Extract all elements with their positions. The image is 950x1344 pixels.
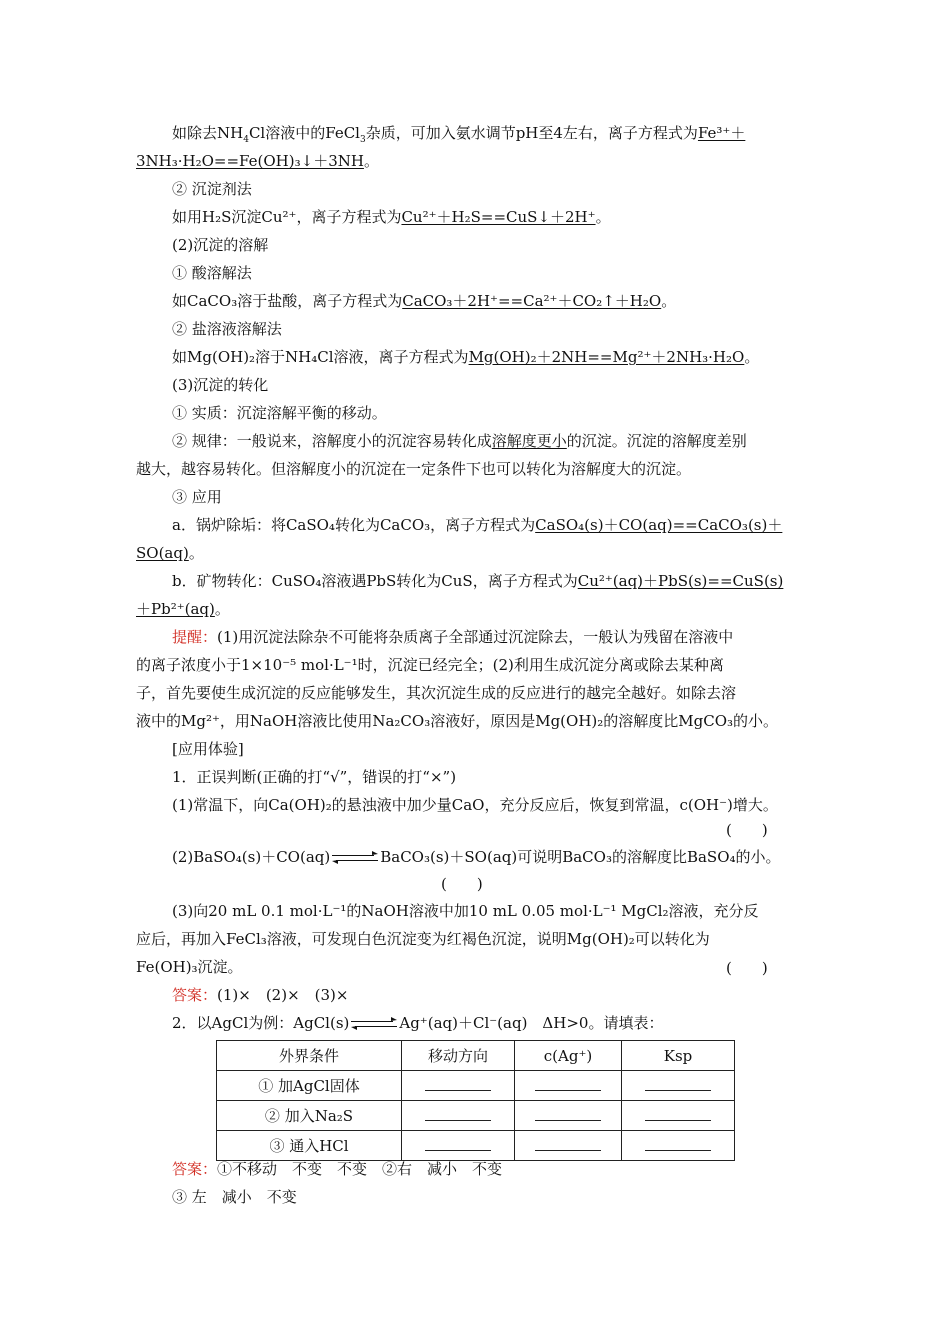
para-line: ＋Pb²⁺(aq)。 (136, 600, 230, 618)
blank-cell (515, 1101, 622, 1131)
text: 如除去NH (172, 124, 244, 142)
question: (3)向20 mL 0.1 mol·L⁻¹的NaOH溶液中加10 mL 0.05 mol·L⁻¹ MgCl₂溶液，充分反 (172, 902, 759, 920)
table-header: 移动方向 (402, 1041, 515, 1071)
subheading: ① 酸溶解法 (172, 264, 252, 282)
para-line: 如用H₂S沉淀Cu²⁺，离子方程式为Cu²⁺＋H₂S==CuS↓＋2H⁺。 (172, 208, 611, 226)
para-line: 的离子浓度小于1×10⁻⁵ mol·L⁻¹时，沉淀已经完全；(2)利用生成沉淀分离或除去某种离 (136, 656, 724, 674)
para-line: ① 实质：沉淀溶解平衡的移动。 (172, 404, 387, 422)
blank-cell (515, 1071, 622, 1101)
para-line: 越大，越容易转化。但溶解度小的沉淀在一定条件下也可以转化为溶解度大的沉淀。 (136, 460, 692, 478)
para-line: 如Mg(OH)₂溶于NH₄Cl溶液，离子方程式为Mg(OH)₂＋2NH==Mg²⁺＋2NH₃·H₂O。 (172, 348, 760, 366)
table-header: c(Ag⁺) (515, 1041, 622, 1071)
equation: Mg(OH)₂＋2NH==Mg²⁺＋2NH₃·H₂O (468, 348, 745, 366)
answer: 答案：①不移动 不变 不变 ②右 减小 不变 (172, 1160, 503, 1178)
equation: Cu²⁺＋H₂S==CuS↓＋2H⁺ (401, 208, 596, 226)
blank-cell (622, 1101, 735, 1131)
table-cell: ① 加AgCl固体 (217, 1071, 402, 1101)
blank-cell (402, 1101, 515, 1131)
blank-cell (402, 1131, 515, 1161)
answer-blank: ( ) (441, 875, 483, 893)
question: (2)BaSO₄(s)＋CO(aq) BaCO₃(s)＋SO(aq)可说明BaCO₃的溶解度比BaSO₄的小。 (172, 848, 781, 866)
para-line: Fe(OH)₃沉淀。 (136, 958, 243, 976)
para-line: 提醒：(1)用沉淀法除杂不可能将杂质离子全部通过沉淀除去，一般认为残留在溶液中 (172, 628, 734, 646)
answer-blank: ( ) (726, 959, 768, 977)
blank-cell (515, 1131, 622, 1161)
equilibrium-arrow-icon (332, 852, 378, 864)
equilibrium-arrow-icon (351, 1018, 397, 1030)
para-line: b．矿物转化：CuSO₄溶液遇PbS转化为CuS，离子方程式为Cu²⁺(aq)＋PbS(s)==CuS(s) (172, 572, 784, 590)
question: 1．正误判断(正确的打“√”，错误的打“×”) (172, 768, 457, 786)
answer-label: 答案： (172, 986, 218, 1004)
para-line: 子，首先要使生成沉淀的反应能够发生，其次沉淀生成的反应进行的越完全越好。如除去溶 (136, 684, 737, 702)
answer-blank: ( ) (726, 821, 768, 839)
equation: SO(aq) (136, 544, 189, 562)
para-line: 如CaCO₃溶于盐酸，离子方程式为CaCO₃＋2H⁺==Ca²⁺＋CO₂↑＋H₂O。 (172, 292, 677, 310)
answer: ③ 左 减小 不变 (172, 1188, 297, 1206)
para-line: 应后，再加入FeCl₃溶液，可发现白色沉淀变为红褐色沉淀，说明Mg(OH)₂可以转化为 (136, 930, 710, 948)
para-line: 液中的Mg²⁺，用NaOH溶液比使用Na₂CO₃溶液好，原因是Mg(OH)₂的溶解度比MgCO₃的小。 (136, 712, 779, 730)
table-header: Ksp (622, 1041, 735, 1071)
para-line: 如除去$NH_4Cl$溶液中的FeCl$_3$杂质，可加入氨水调节pH至4左右，离子方程式为Fe³⁺＋ (172, 124, 746, 145)
answer-label: 答案： (172, 1160, 218, 1178)
reminder-label: 提醒： (172, 628, 218, 646)
para-line: 3NH₃·H₂O==Fe(OH)₃↓＋3NH。 (136, 152, 379, 170)
answer: 答案：(1)× (2)× (3)× (172, 986, 349, 1004)
subheading: ② 盐溶液溶解法 (172, 320, 282, 338)
equation: Fe³⁺＋ (697, 124, 746, 142)
table-row (217, 1101, 735, 1131)
table-cell: ② 加入Na₂S (217, 1101, 402, 1131)
equation: CaSO₄(s)＋CO(aq)==CaCO₃(s)＋ (535, 516, 783, 534)
blank-cell (622, 1071, 735, 1101)
equation: 3NH₃·H₂O==Fe(OH)₃↓＋3NH (136, 152, 364, 170)
question: 2．以AgCl为例：AgCl(s) Ag⁺(aq)＋Cl⁻(aq) ΔH>0。请填表： (172, 1014, 664, 1032)
para-line: a．锅炉除垢：将CaSO₄转化为CaCO₃，离子方程式为CaSO₄(s)＋CO(aq)==CaCO₃(s)＋ (172, 516, 783, 534)
table-row (217, 1131, 735, 1161)
subheading: ② 沉淀剂法 (172, 180, 252, 198)
section-heading: (2)沉淀的溶解 (172, 236, 269, 254)
table-cell: ③ 通入HCl (217, 1131, 402, 1161)
para-line: SO(aq)。 (136, 544, 204, 562)
section-heading: (3)沉淀的转化 (172, 376, 269, 394)
subheading: ③ 应用 (172, 488, 222, 506)
equation: ＋Pb²⁺(aq) (136, 600, 215, 618)
table-header-row (217, 1041, 735, 1071)
table-row (217, 1071, 735, 1101)
fill-in-table (216, 1040, 735, 1161)
text: 杂质，可加入氨水调节pH至4左右，离子方程式为 (365, 124, 698, 142)
section-heading: [应用体验] (172, 740, 244, 758)
para-line: ② 规律：一般说来，溶解度小的沉淀容易转化成溶解度更小的沉淀。沉淀的溶解度差别 (172, 432, 747, 450)
text: Cl溶液中的FeCl (248, 124, 360, 142)
blank-cell (402, 1071, 515, 1101)
table-header: 外界条件 (217, 1041, 402, 1071)
blank-cell (622, 1131, 735, 1161)
question: (1)常温下，向Ca(OH)₂的悬浊液中加少量CaO，充分反应后，恢复到常温，c(OH⁻)增大。 (172, 796, 778, 814)
equation: CaCO₃＋2H⁺==Ca²⁺＋CO₂↑＋H₂O (402, 292, 662, 310)
equation: Cu²⁺(aq)＋PbS(s)==CuS(s) (577, 572, 784, 590)
